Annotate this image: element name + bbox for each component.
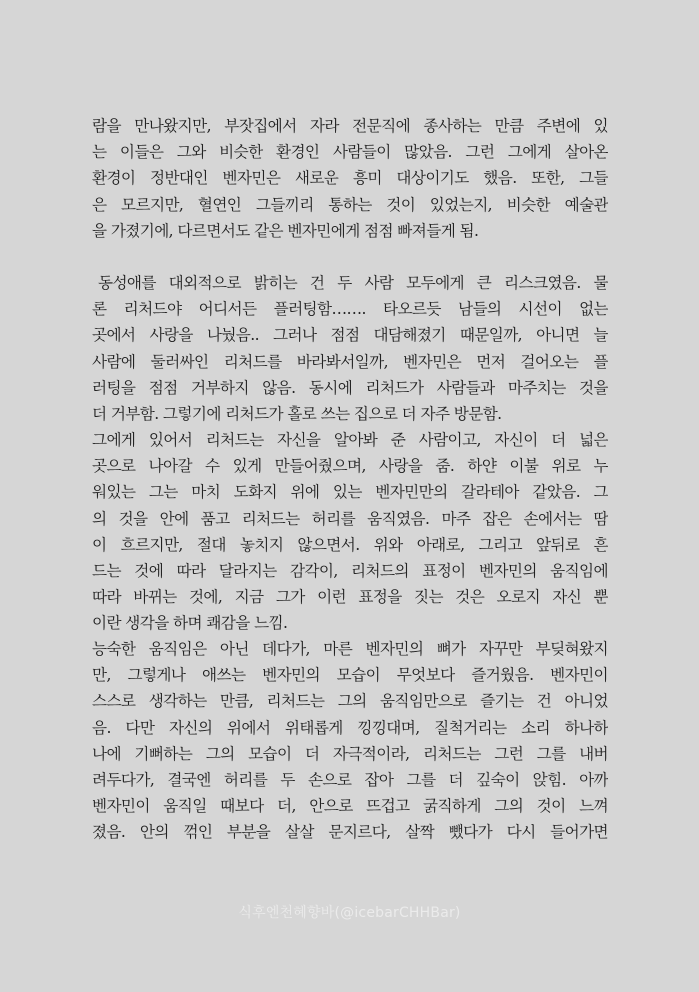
text-line: 벤자민이 움직일 때보다 더, 안으로 뜨겁고 굵직하게 그의 것이 느껴	[92, 797, 608, 816]
text-line: 이란 생각을 하며 쾌감을 느낌.	[92, 614, 288, 633]
text-line: 드는 것에 따라 달라지는 감각이, 리처드의 표정이 벤자민의 움직임에	[92, 561, 608, 580]
text-line: 곳으로 나아갈 수 있게 만들어줬으며, 사랑을 줌. 하얀 이불 위로 누	[92, 457, 608, 476]
text-line: 려두다가, 결국엔 허리를 두 손으로 잡아 그를 더 깊숙이 앉힘. 아까	[92, 770, 608, 789]
text-line: 나에 기뻐하는 그의 모습이 더 자극적이라, 리처드는 그런 그를 내버	[92, 744, 608, 763]
text-line: 그에게 있어서 리처드는 자신을 알아봐 준 사람이고, 자신이 더 넓은	[92, 431, 608, 449]
paragraph-4	[92, 636, 608, 846]
text-line: 러팅을 점점 거부하지 않음. 동시에 리처드가 사람들과 마주치는 것을	[92, 378, 608, 397]
text-line: 만, 그렇게나 애쓰는 벤자민의 모습이 무엇보다 즐거웠음. 벤자민이	[92, 666, 608, 685]
paragraph-1	[92, 113, 608, 244]
text-line: 의 것을 안에 품고 리처드는 허리를 움직였음. 마주 잡은 손에서는 땀	[92, 509, 608, 528]
paragraph-3	[92, 427, 608, 637]
text-line: 환경이 정반대인 벤자민은 새로운 흥미 대상이기도 했음. 또한, 그들	[92, 169, 608, 188]
paragraph-2	[92, 270, 608, 427]
text-line: 론 리처드야 어디서든 플러팅함……. 타오르듯 남들의 시선이 없는	[92, 300, 608, 319]
text-line: 사람에 둘러싸인 리처드를 바라봐서일까, 벤자민은 먼저 걸어오는 플	[92, 352, 608, 371]
text-line: 더 거부함. 그렇기에 리처드가 홀로 쓰는 집으로 더 자주 방문함.	[92, 404, 502, 423]
text-line: 음. 다만 자신의 위에서 위태롭게 낑낑대며, 질척거리는 소리 하나하	[92, 718, 608, 737]
text-line: 동성애를 대외적으로 밝히는 건 두 사람 모두에게 큰 리스크였음. 물	[98, 274, 608, 292]
text-line: 람을 만나왔지만, 부잣집에서 자라 전문직에 종사하는 만큼 주변에 있	[92, 117, 608, 135]
text-line: 이 흐르지만, 절대 놓치지 않으면서. 위와 아래로, 그리고 앞뒤로 흔	[92, 535, 608, 554]
text-line: 능숙한 움직임은 아닌 데다가, 마른 벤자민의 뼈가 자꾸만 부딪혀왔지	[92, 640, 608, 658]
text-line: 워있는 그는 마치 도화지 위에 있는 벤자민만의 갈라테아 같았음. 그	[92, 483, 608, 502]
text-line: 은 모르지만, 혈연인 그들끼리 통하는 것이 있었는지, 비슷한 예술관	[92, 195, 608, 214]
text-line: 을 가졌기에, 다르면서도 같은 벤자민에게 점점 빠져들게 됨.	[92, 221, 479, 240]
watermark: 식후엔천혜향바(@icebarCHHBar)	[238, 905, 461, 921]
text-line: 졌음. 안의 꺾인 부분을 살살 문지르다, 살짝 뺐다가 다시 들어가면	[92, 823, 608, 842]
text-line: 스스로 생각하는 만큼, 리처드는 그의 움직임만으로 즐기는 건 아니었	[92, 692, 608, 711]
text-line: 는 이들은 그와 비슷한 환경인 사람들이 많았음. 그런 그에게 살아온	[92, 143, 608, 162]
text-line: 곳에서 사랑을 나눴음.. 그러나 점점 대담해졌기 때문일까, 아니면 늘	[92, 326, 608, 345]
text-line: 따라 바뀌는 것에, 지금 그가 이런 표정을 짓는 것은 오로지 자신 뿐	[92, 588, 608, 607]
